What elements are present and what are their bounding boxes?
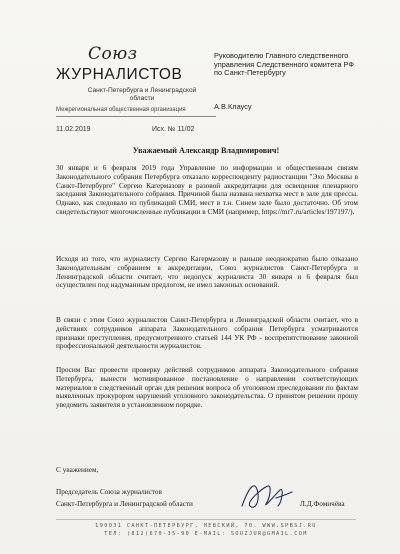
footer-contacts: ТЕЛ: (812)670-35-90 E-MAIL: SOUZJUR@GMAIL.COM <box>104 531 308 537</box>
body-paragraph-4: Просим Вас провести проверку действий сотрудников аппарата Законодательного собрания Петербурга, вынести мотивированное постановление о направлении соответствующих материалов в следственный орган для решения вопроса об уголовном преследовании по фактам выявленных прокурором нарушений уголовного законодательства. О принятом решении прошу уведомить заявителя в установленном порядке. <box>56 366 358 409</box>
handwritten-signature <box>236 476 296 516</box>
body-paragraph-1: 30 января и 6 февраля 2019 года Управление по информации и общественным связям Законодательного собрания Петербурга отказало корреспонденту радиостанции "Эхо Москвы в Санкт-Петербурге" Сергею Кагермазову в разовой аккредитации для освещения пленарного заседания Законодательного собрания. Причиной была названа нехватка мест в зале для прессы. Однако, как следовало из публикаций СМИ, мест в т.н. Синем зале было достаточно. Об этом свидетельствуют многочисленные публикации в СМИ (например, https://mr7.ru/articles/197197/). <box>56 164 358 216</box>
logo-main-text: ЖУРНАЛИСТОВ <box>56 66 183 83</box>
letterhead-divider <box>56 116 216 117</box>
logo-subtitle: Санкт-Петербурга и Ленинградской области <box>87 87 197 102</box>
footer-address: 190031 САНКТ-ПЕТЕРБУРГ, НЕВСКИЙ, 70. WWW.SPBSJ.RU <box>95 523 317 529</box>
addressee-name: А.В.Клаусу <box>214 102 252 111</box>
body-paragraph-3: В связи с этим Союз журналистов Санкт-Петербурга и Ленинградской области считает, что в действиях сотрудников аппарата Законодательного собрания Петербурга усматриваются признаки преступления, предусмотренного статьей 144 УК РФ - воспрепятствование законной профессиональной деятельности журналистов. <box>56 316 358 351</box>
organization-type: Межрегиональная общественная организация <box>56 107 186 113</box>
outgoing-number: Исх. № 11/02 <box>152 126 195 133</box>
footer-divider <box>56 519 356 520</box>
closing-phrase: С уважением, <box>56 466 99 474</box>
signer-title-line2: Санкт-Петербурга и Ленинградской области <box>56 500 193 508</box>
salutation: Уважаемый Александр Владимирович! <box>132 146 280 155</box>
signer-name: Л.Д.Фомичёва <box>300 500 345 508</box>
body-paragraph-2: Исходя из того, что журналисту Сергею Кагермазову и раньше неоднократно было отказано Законодательным собранием в аккредитации, Союз журналистов Санкт-Петербурга и Ленинградской области считает, что недопуск журналиста 30 января и 6 февраля был осуществлен под надуманным предлогом, не имел законных оснований. <box>56 255 358 290</box>
logo-script-text: Союз <box>88 44 138 64</box>
signer-title-line1: Председатель Союза журналистов <box>56 488 162 496</box>
addressee-position: Руководителю Главного следственного управления Следственного комитета РФ по Санкт-Петербургу <box>214 51 355 78</box>
letter-date: 11.02.2019 <box>56 126 91 133</box>
